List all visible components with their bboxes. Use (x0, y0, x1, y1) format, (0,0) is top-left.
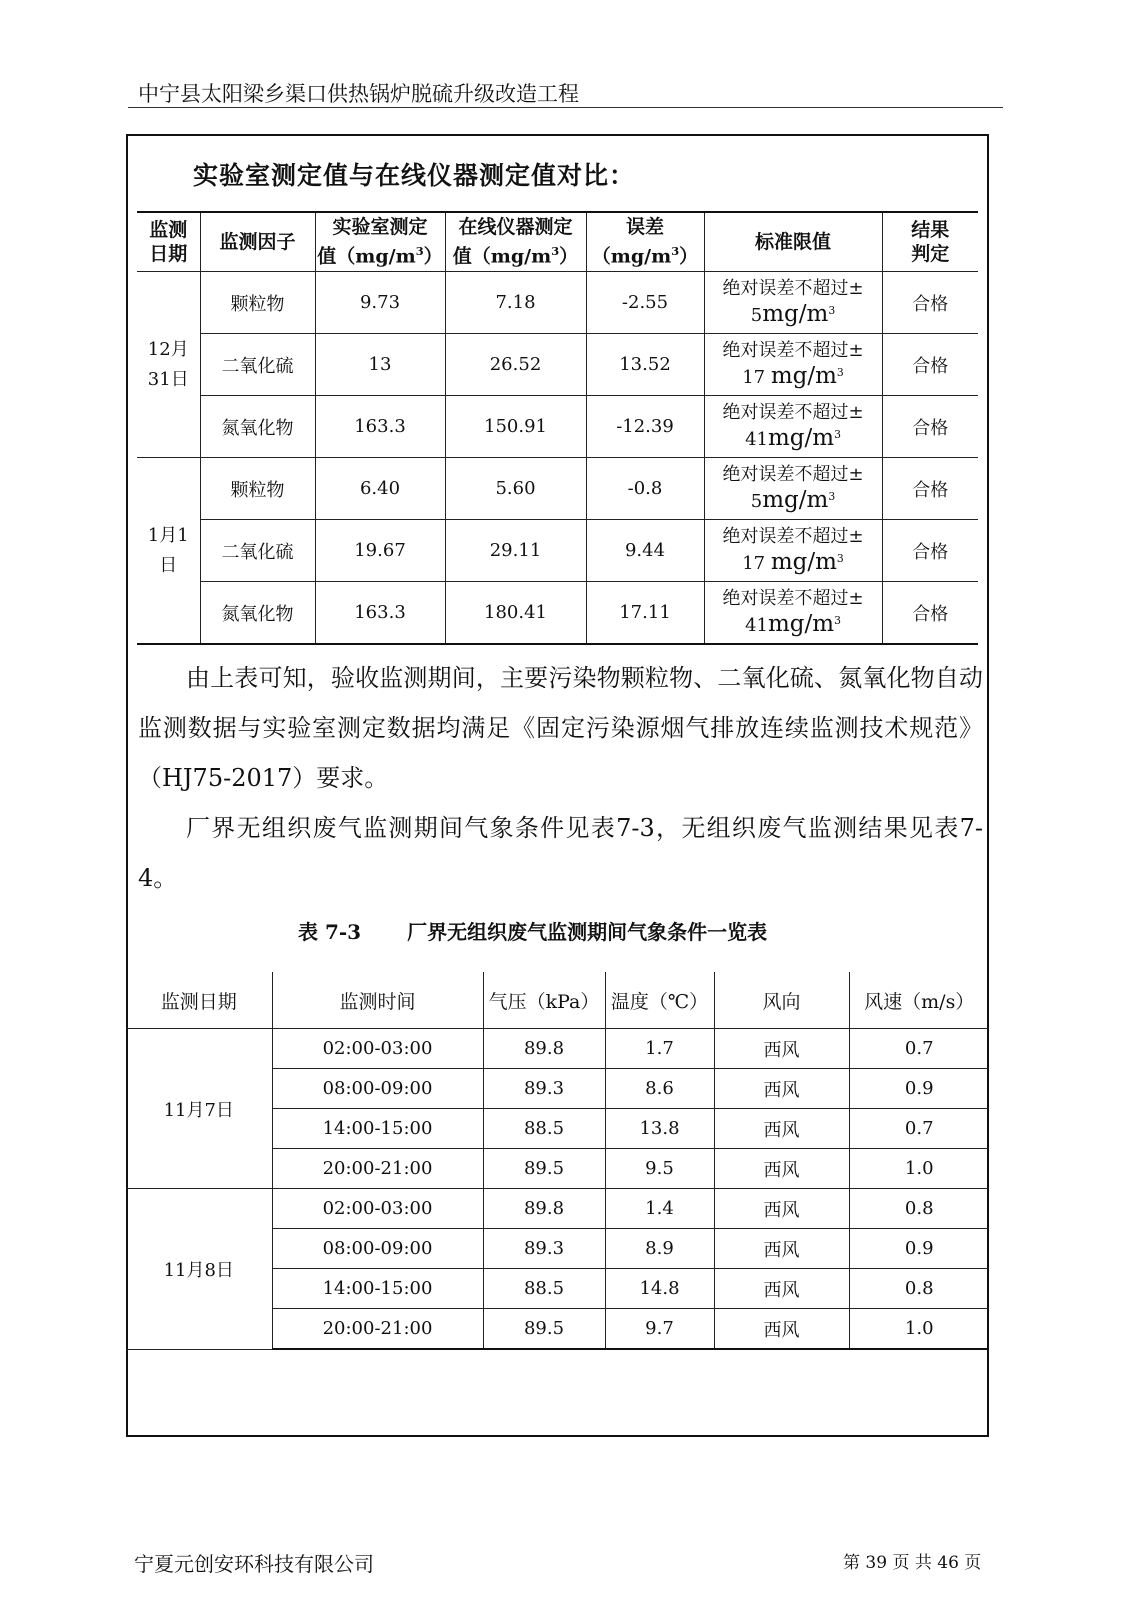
temperature-cell: 13.8 (605, 1109, 714, 1149)
wind-direction-cell: 西风 (714, 1229, 849, 1269)
factor-cell: 颗粒物 (200, 272, 315, 334)
comparison-table (137, 211, 978, 645)
lab-value-cell: 163.3 (315, 396, 445, 458)
result-cell: 合格 (882, 520, 978, 582)
limit-text: 绝对误差不超过± (722, 402, 864, 423)
caption-title: 厂界无组织废气监测期间气象条件一览表 (407, 920, 768, 944)
wind-speed-cell: 1.0 (849, 1149, 989, 1189)
pressure-cell: 88.5 (483, 1109, 605, 1149)
lab-value-cell: 9.73 (315, 272, 445, 334)
wind-speed-cell: 0.8 (849, 1269, 989, 1309)
wind-speed-cell: 0.9 (849, 1229, 989, 1269)
result-cell: 合格 (882, 334, 978, 396)
limit-text: 绝对误差不超过± (722, 278, 864, 299)
result-cell: 合格 (882, 396, 978, 458)
time-cell: 20:00-21:00 (272, 1149, 483, 1189)
limit-value: $5mg/m^3$ (750, 301, 836, 327)
col-header-factor: 监测因子 (200, 212, 315, 272)
date-cell: 12月31日 (137, 272, 200, 458)
table-header-row (137, 212, 978, 272)
wind-direction-cell: 西风 (714, 1069, 849, 1109)
time-cell: 08:00-09:00 (272, 1069, 483, 1109)
col-header-limit: 标准限值 (704, 212, 882, 272)
conclusion-paragraph: 由上表可知，验收监测期间，主要污染物颗粒物、二氧化硫、氮氧化物自动监测数据与实验室测定数据均满足《固定污染源烟气排放连续监测技术规范》（HJ75-2017）要求。 (138, 664, 983, 792)
limit-cell (704, 272, 882, 334)
limit-cell (704, 520, 882, 582)
header-rule (128, 107, 1003, 108)
factor-cell: 氮氧化物 (200, 582, 315, 645)
table-row (137, 334, 978, 396)
limit-value: $41mg/m^3$ (745, 425, 841, 451)
lab-value-cell: 6.40 (315, 458, 445, 520)
table-row (137, 396, 978, 458)
online-value-cell: 26.52 (445, 334, 586, 396)
temperature-cell: 9.7 (605, 1309, 714, 1350)
wind-direction-cell: 西风 (714, 1269, 849, 1309)
table-row (126, 1029, 989, 1069)
caption-id: 表 7-3 (298, 920, 362, 944)
date-cell: 1月1日 (137, 458, 200, 645)
wind-speed-cell: 0.7 (849, 1029, 989, 1069)
time-cell: 14:00-15:00 (272, 1109, 483, 1149)
date-cell: 11月8日 (126, 1189, 272, 1350)
col-header: 风向 (714, 972, 849, 1029)
result-cell: 合格 (882, 458, 978, 520)
pressure-cell: 89.5 (483, 1149, 605, 1189)
online-value-cell: 150.91 (445, 396, 586, 458)
limit-cell (704, 458, 882, 520)
factor-cell: 氮氧化物 (200, 396, 315, 458)
online-value-cell: 29.11 (445, 520, 586, 582)
pressure-cell: 88.5 (483, 1269, 605, 1309)
pressure-cell: 89.3 (483, 1069, 605, 1109)
col-header: 温度（℃） (605, 972, 714, 1029)
temperature-cell: 9.5 (605, 1149, 714, 1189)
pressure-cell: 89.3 (483, 1229, 605, 1269)
online-value-cell: 7.18 (445, 272, 586, 334)
col-header-error: 误差 $(mg/m^3)$ (586, 212, 704, 272)
col-header-online: 在线仪器测定 值$(mg/m^3)$ (445, 212, 586, 272)
col-header: 监测日期 (126, 972, 272, 1029)
pressure-cell: 89.8 (483, 1029, 605, 1069)
limit-cell (704, 582, 882, 645)
wind-speed-cell: 0.7 (849, 1109, 989, 1149)
time-cell: 02:00-03:00 (272, 1189, 483, 1229)
temperature-cell: 1.7 (605, 1029, 714, 1069)
col-header: 风速（m/s） (849, 972, 989, 1029)
document-header: 中宁县太阳梁乡渠口供热锅炉脱硫升级改造工程 (138, 82, 579, 106)
table-header-row (126, 972, 989, 1029)
limit-text: 绝对误差不超过± (722, 588, 864, 609)
wind-speed-cell: 0.9 (849, 1069, 989, 1109)
limit-cell (704, 396, 882, 458)
wind-speed-cell: 1.0 (849, 1309, 989, 1350)
limit-value: 17 $mg/m^3$ (742, 549, 844, 575)
temperature-cell: 8.6 (605, 1069, 714, 1109)
online-value-cell: 5.60 (445, 458, 586, 520)
result-cell: 合格 (882, 582, 978, 645)
table-row (137, 272, 978, 334)
limit-cell (704, 334, 882, 396)
temperature-cell: 1.4 (605, 1189, 714, 1229)
limit-text: 绝对误差不超过± (722, 526, 864, 547)
col-header-date: 监测 日期 (137, 212, 200, 272)
wind-direction-cell: 西风 (714, 1149, 849, 1189)
table-row (137, 458, 978, 520)
col-header-result: 结果 判定 (882, 212, 978, 272)
weather-table (126, 972, 989, 1350)
factor-cell: 颗粒物 (200, 458, 315, 520)
col-header-lab: 实验室测定 值$(mg/m^3)$ (315, 212, 445, 272)
time-cell: 20:00-21:00 (272, 1309, 483, 1350)
limit-value: $41mg/m^3$ (745, 611, 841, 637)
factor-cell: 二氧化硫 (200, 334, 315, 396)
col-header: 监测时间 (272, 972, 483, 1029)
section-title: 实验室测定值与在线仪器测定值对比： (193, 161, 636, 190)
footer-company: 宁夏元创安环科技有限公司 (134, 1552, 374, 1576)
error-cell: 9.44 (586, 520, 704, 582)
result-cell: 合格 (882, 272, 978, 334)
limit-text: 绝对误差不超过± (722, 464, 864, 485)
col-header: 气压（kPa） (483, 972, 605, 1029)
temperature-cell: 14.8 (605, 1269, 714, 1309)
limit-value: $5mg/m^3$ (750, 487, 836, 513)
table-row (137, 582, 978, 645)
error-cell: -0.8 (586, 458, 704, 520)
limit-text: 绝对误差不超过± (722, 340, 864, 361)
error-cell: 13.52 (586, 334, 704, 396)
table-row (137, 520, 978, 582)
table-caption (298, 916, 767, 945)
error-cell: -12.39 (586, 396, 704, 458)
wind-direction-cell: 西风 (714, 1109, 849, 1149)
table-row (126, 1189, 989, 1229)
wind-direction-cell: 西风 (714, 1309, 849, 1350)
pressure-cell: 89.8 (483, 1189, 605, 1229)
date-cell: 11月7日 (126, 1029, 272, 1189)
factor-cell: 二氧化硫 (200, 520, 315, 582)
error-cell: 17.11 (586, 582, 704, 645)
online-value-cell: 180.41 (445, 582, 586, 645)
limit-value: 17 $mg/m^3$ (742, 363, 844, 389)
lab-value-cell: 19.67 (315, 520, 445, 582)
pressure-cell: 89.5 (483, 1309, 605, 1350)
reference-paragraph: 厂界无组织废气监测期间气象条件见表7-3，无组织废气监测结果见表7-4。 (138, 814, 983, 892)
wind-direction-cell: 西风 (714, 1189, 849, 1229)
temperature-cell: 8.9 (605, 1229, 714, 1269)
time-cell: 02:00-03:00 (272, 1029, 483, 1069)
wind-speed-cell: 0.8 (849, 1189, 989, 1229)
lab-value-cell: 13 (315, 334, 445, 396)
lab-value-cell: 163.3 (315, 582, 445, 645)
time-cell: 08:00-09:00 (272, 1229, 483, 1269)
wind-direction-cell: 西风 (714, 1029, 849, 1069)
error-cell: -2.55 (586, 272, 704, 334)
time-cell: 14:00-15:00 (272, 1269, 483, 1309)
footer-page-number: 第 39 页 共 46 页 (843, 1553, 982, 1573)
